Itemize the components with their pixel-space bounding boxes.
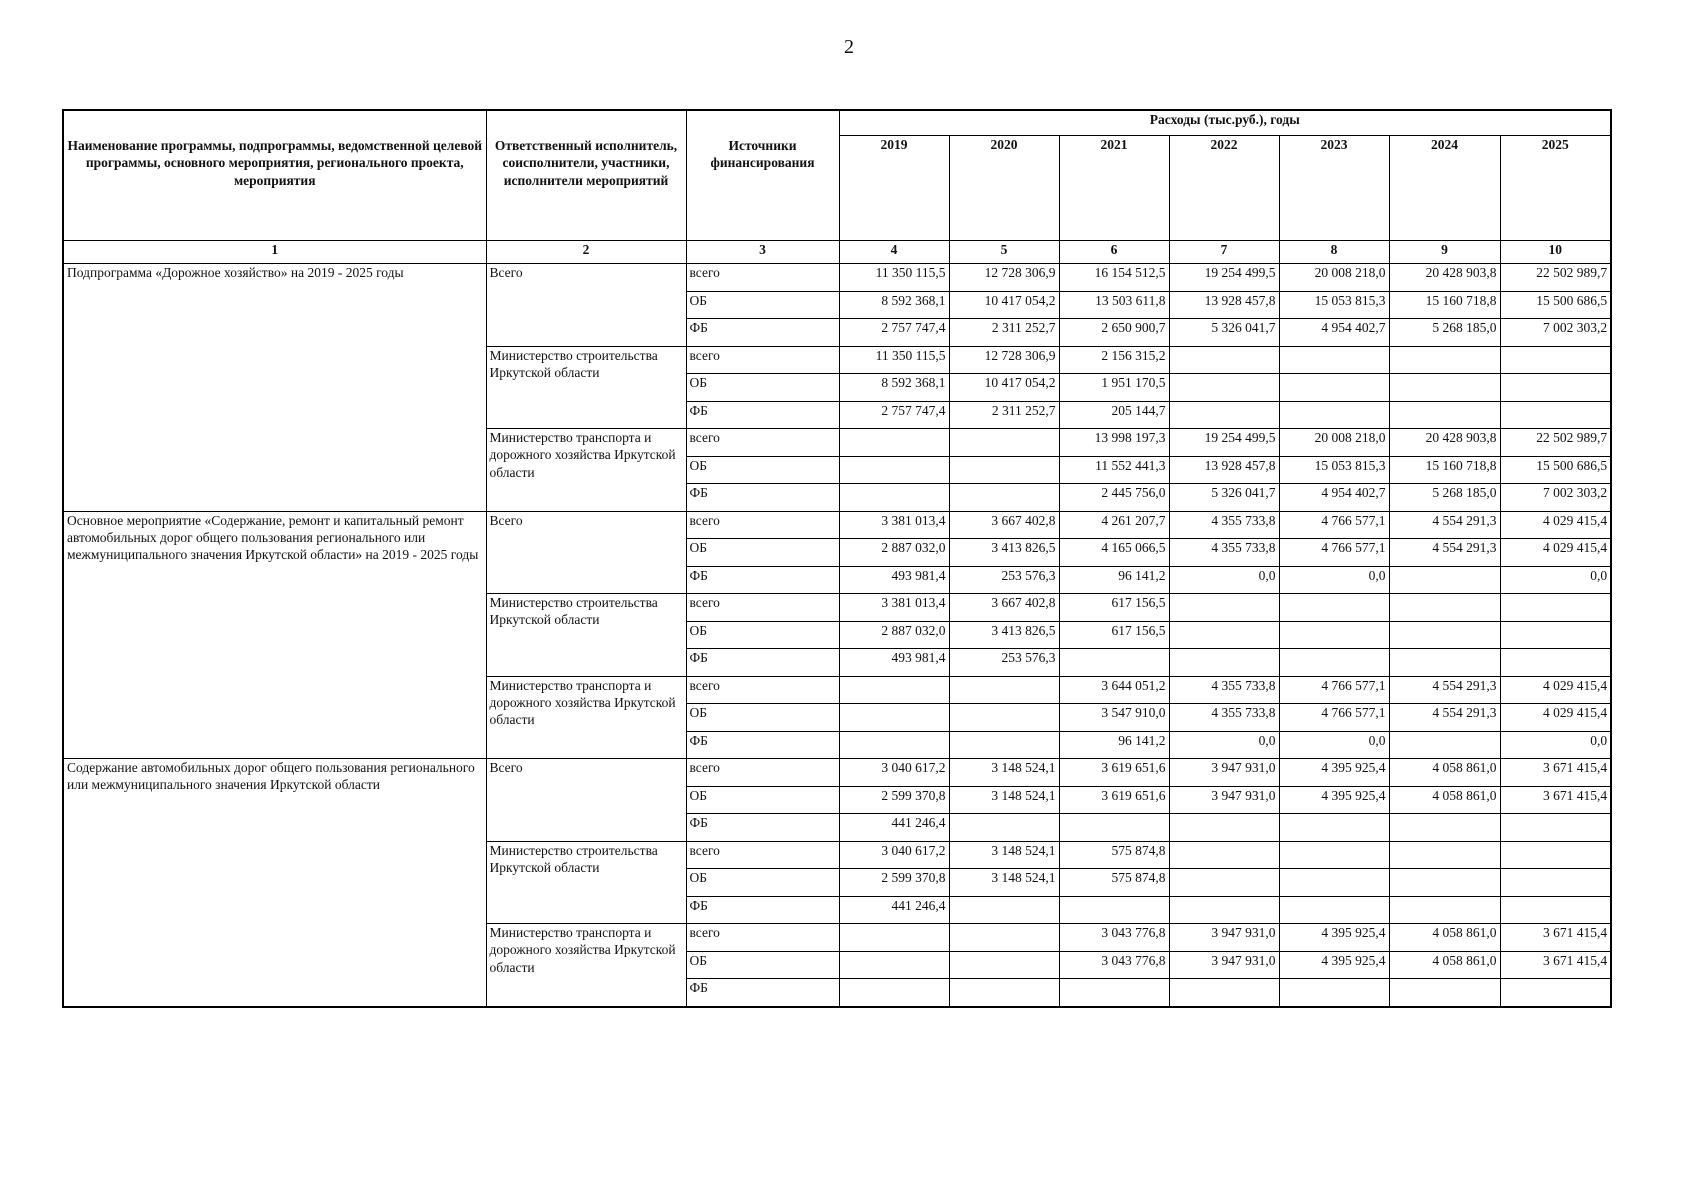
header-year: 2024 (1389, 136, 1500, 241)
value-cell (1389, 814, 1500, 842)
column-number: 7 (1169, 241, 1279, 264)
value-cell (839, 979, 949, 1007)
value-cell: 3 381 013,4 (839, 511, 949, 539)
value-cell: 4 058 861,0 (1389, 924, 1500, 952)
program-name-cell: Содержание автомобильных дорог общего пользования регионального или межмуниципального значения Иркутской области (63, 759, 486, 1007)
value-cell: 4 554 291,3 (1389, 511, 1500, 539)
executor-cell: Всего (486, 264, 686, 347)
executor-cell: Министерство транспорта и дорожного хозяйства Иркутской области (486, 924, 686, 1007)
value-cell (1500, 374, 1611, 402)
source-cell: ФБ (686, 979, 839, 1007)
value-cell (839, 924, 949, 952)
value-cell (1169, 814, 1279, 842)
value-cell: 15 500 686,5 (1500, 291, 1611, 319)
value-cell (1279, 814, 1389, 842)
value-cell (1389, 401, 1500, 429)
value-cell: 4 355 733,8 (1169, 704, 1279, 732)
value-cell: 7 002 303,2 (1500, 484, 1611, 512)
value-cell (1389, 621, 1500, 649)
source-cell: ФБ (686, 484, 839, 512)
value-cell: 3 413 826,5 (949, 539, 1059, 567)
source-cell: всего (686, 924, 839, 952)
column-number: 1 (63, 241, 486, 264)
table-row (63, 264, 1611, 292)
value-cell (1389, 649, 1500, 677)
value-cell (1169, 401, 1279, 429)
value-cell: 7 002 303,2 (1500, 319, 1611, 347)
value-cell: 253 576,3 (949, 649, 1059, 677)
value-cell: 1 951 170,5 (1059, 374, 1169, 402)
value-cell: 4 766 577,1 (1279, 511, 1389, 539)
value-cell: 3 671 415,4 (1500, 924, 1611, 952)
value-cell (1169, 896, 1279, 924)
value-cell: 19 254 499,5 (1169, 429, 1279, 457)
value-cell: 4 554 291,3 (1389, 704, 1500, 732)
source-cell: ОБ (686, 291, 839, 319)
value-cell (1169, 841, 1279, 869)
header-expenses: Расходы (тыс.руб.), годы (839, 110, 1611, 136)
value-cell: 2 311 252,7 (949, 401, 1059, 429)
source-cell: ОБ (686, 704, 839, 732)
source-cell: всего (686, 346, 839, 374)
value-cell (1279, 346, 1389, 374)
value-cell: 3 619 651,6 (1059, 759, 1169, 787)
table-row (63, 759, 1611, 787)
budget-table (62, 109, 1612, 1008)
value-cell (1279, 841, 1389, 869)
header-name: Наименование программы, подпрограммы, ведомственной целевой программы, основного мероприятия, регионального проекта, мероприятия (63, 110, 486, 241)
header-year: 2023 (1279, 136, 1389, 241)
value-cell: 12 728 306,9 (949, 264, 1059, 292)
value-cell: 15 500 686,5 (1500, 456, 1611, 484)
value-cell: 3 381 013,4 (839, 594, 949, 622)
value-cell: 22 502 989,7 (1500, 429, 1611, 457)
executor-cell: Всего (486, 759, 686, 842)
value-cell: 4 058 861,0 (1389, 951, 1500, 979)
source-cell: ФБ (686, 896, 839, 924)
value-cell (1279, 374, 1389, 402)
value-cell: 4 395 925,4 (1279, 951, 1389, 979)
column-number: 4 (839, 241, 949, 264)
value-cell (1169, 649, 1279, 677)
value-cell (839, 456, 949, 484)
value-cell: 3 947 931,0 (1169, 924, 1279, 952)
value-cell: 2 887 032,0 (839, 621, 949, 649)
value-cell (1500, 979, 1611, 1007)
value-cell: 13 998 197,3 (1059, 429, 1169, 457)
source-cell: всего (686, 676, 839, 704)
value-cell: 4 029 415,4 (1500, 539, 1611, 567)
value-cell: 3 148 524,1 (949, 786, 1059, 814)
value-cell: 3 619 651,6 (1059, 786, 1169, 814)
value-cell: 4 058 861,0 (1389, 786, 1500, 814)
column-number: 2 (486, 241, 686, 264)
value-cell (1500, 841, 1611, 869)
source-cell: ФБ (686, 814, 839, 842)
value-cell: 16 154 512,5 (1059, 264, 1169, 292)
value-cell: 15 053 815,3 (1279, 291, 1389, 319)
value-cell: 4 355 733,8 (1169, 511, 1279, 539)
value-cell: 2 311 252,7 (949, 319, 1059, 347)
value-cell: 2 599 370,8 (839, 869, 949, 897)
value-cell: 4 395 925,4 (1279, 759, 1389, 787)
header-year: 2021 (1059, 136, 1169, 241)
column-number: 10 (1500, 241, 1611, 264)
value-cell: 0,0 (1169, 731, 1279, 759)
value-cell: 3 947 931,0 (1169, 759, 1279, 787)
header-year: 2019 (839, 136, 949, 241)
value-cell: 11 552 441,3 (1059, 456, 1169, 484)
value-cell: 15 053 815,3 (1279, 456, 1389, 484)
executor-cell: Министерство строительства Иркутской области (486, 346, 686, 429)
value-cell: 4 029 415,4 (1500, 676, 1611, 704)
value-cell (1169, 979, 1279, 1007)
value-cell (839, 484, 949, 512)
value-cell (949, 731, 1059, 759)
value-cell: 2 156 315,2 (1059, 346, 1169, 374)
value-cell: 575 874,8 (1059, 869, 1169, 897)
value-cell: 3 148 524,1 (949, 869, 1059, 897)
value-cell: 3 671 415,4 (1500, 951, 1611, 979)
value-cell: 205 144,7 (1059, 401, 1169, 429)
value-cell: 4 954 402,7 (1279, 319, 1389, 347)
value-cell (1059, 649, 1169, 677)
value-cell (949, 429, 1059, 457)
source-cell: всего (686, 594, 839, 622)
value-cell (1500, 346, 1611, 374)
value-cell (1389, 731, 1500, 759)
value-cell (949, 924, 1059, 952)
value-cell: 3 671 415,4 (1500, 786, 1611, 814)
value-cell (949, 951, 1059, 979)
value-cell: 20 428 903,8 (1389, 429, 1500, 457)
value-cell: 3 043 776,8 (1059, 924, 1169, 952)
value-cell (1389, 979, 1500, 1007)
value-cell: 13 928 457,8 (1169, 291, 1279, 319)
value-cell: 3 413 826,5 (949, 621, 1059, 649)
value-cell: 22 502 989,7 (1500, 264, 1611, 292)
executor-cell: Министерство транспорта и дорожного хозяйства Иркутской области (486, 429, 686, 512)
value-cell: 3 040 617,2 (839, 841, 949, 869)
value-cell: 4 355 733,8 (1169, 676, 1279, 704)
source-cell: всего (686, 264, 839, 292)
executor-cell: Министерство транспорта и дорожного хозяйства Иркутской области (486, 676, 686, 759)
value-cell: 11 350 115,5 (839, 264, 949, 292)
source-cell: ФБ (686, 319, 839, 347)
value-cell: 2 757 747,4 (839, 319, 949, 347)
source-cell: всего (686, 429, 839, 457)
value-cell: 5 268 185,0 (1389, 319, 1500, 347)
value-cell (839, 731, 949, 759)
value-cell (1169, 621, 1279, 649)
value-cell (949, 484, 1059, 512)
value-cell: 4 954 402,7 (1279, 484, 1389, 512)
value-cell (1169, 346, 1279, 374)
value-cell (949, 814, 1059, 842)
table-row (63, 511, 1611, 539)
value-cell: 4 766 577,1 (1279, 704, 1389, 732)
value-cell: 4 029 415,4 (1500, 704, 1611, 732)
value-cell: 12 728 306,9 (949, 346, 1059, 374)
value-cell: 3 043 776,8 (1059, 951, 1169, 979)
value-cell: 20 428 903,8 (1389, 264, 1500, 292)
program-name-cell: Основное мероприятие «Содержание, ремонт и капитальный ремонт автомобильных дорог общего пользования регионального или межмуниципального значения Иркутской области» на 2019 - 2025 годы (63, 511, 486, 759)
value-cell (949, 979, 1059, 1007)
value-cell: 5 326 041,7 (1169, 484, 1279, 512)
value-cell: 13 928 457,8 (1169, 456, 1279, 484)
value-cell: 3 947 931,0 (1169, 951, 1279, 979)
header-source: Источники финансирования (686, 110, 839, 241)
source-cell: ОБ (686, 621, 839, 649)
value-cell: 20 008 218,0 (1279, 429, 1389, 457)
column-numbers-row (63, 241, 1611, 264)
value-cell: 15 160 718,8 (1389, 456, 1500, 484)
executor-cell: Министерство строительства Иркутской области (486, 841, 686, 924)
value-cell: 4 165 066,5 (1059, 539, 1169, 567)
source-cell: ОБ (686, 786, 839, 814)
source-cell: ФБ (686, 731, 839, 759)
table-body (63, 264, 1611, 1007)
value-cell (1279, 896, 1389, 924)
value-cell (1279, 401, 1389, 429)
value-cell (1500, 896, 1611, 924)
value-cell: 2 757 747,4 (839, 401, 949, 429)
value-cell (1169, 374, 1279, 402)
source-cell: ФБ (686, 566, 839, 594)
value-cell: 10 417 054,2 (949, 374, 1059, 402)
value-cell: 10 417 054,2 (949, 291, 1059, 319)
value-cell: 3 947 931,0 (1169, 786, 1279, 814)
value-cell: 4 554 291,3 (1389, 676, 1500, 704)
value-cell (1500, 621, 1611, 649)
value-cell (949, 704, 1059, 732)
value-cell (949, 676, 1059, 704)
value-cell (1389, 594, 1500, 622)
header-year: 2020 (949, 136, 1059, 241)
value-cell: 0,0 (1169, 566, 1279, 594)
value-cell: 15 160 718,8 (1389, 291, 1500, 319)
value-cell: 493 981,4 (839, 649, 949, 677)
value-cell: 4 395 925,4 (1279, 924, 1389, 952)
value-cell (1389, 869, 1500, 897)
source-cell: всего (686, 511, 839, 539)
value-cell: 3 667 402,8 (949, 594, 1059, 622)
value-cell: 0,0 (1500, 566, 1611, 594)
value-cell (1389, 896, 1500, 924)
value-cell (1279, 869, 1389, 897)
source-cell: ОБ (686, 456, 839, 484)
value-cell (1389, 841, 1500, 869)
value-cell: 4 029 415,4 (1500, 511, 1611, 539)
value-cell (949, 456, 1059, 484)
column-number: 3 (686, 241, 839, 264)
value-cell (1500, 649, 1611, 677)
source-cell: ОБ (686, 951, 839, 979)
value-cell (839, 429, 949, 457)
value-cell (949, 896, 1059, 924)
value-cell: 3 667 402,8 (949, 511, 1059, 539)
value-cell (1169, 869, 1279, 897)
value-cell: 3 148 524,1 (949, 759, 1059, 787)
value-cell: 20 008 218,0 (1279, 264, 1389, 292)
value-cell (1389, 374, 1500, 402)
value-cell: 617 156,5 (1059, 621, 1169, 649)
value-cell: 0,0 (1500, 731, 1611, 759)
source-cell: всего (686, 759, 839, 787)
value-cell: 96 141,2 (1059, 731, 1169, 759)
value-cell (1279, 649, 1389, 677)
page-number: 2 (844, 36, 854, 58)
value-cell (1059, 896, 1169, 924)
value-cell (1059, 979, 1169, 1007)
header-executor: Ответственный исполнитель, соисполнители, участники, исполнители мероприятий (486, 110, 686, 241)
column-number: 8 (1279, 241, 1389, 264)
source-cell: ФБ (686, 649, 839, 677)
column-number: 9 (1389, 241, 1500, 264)
header-year: 2022 (1169, 136, 1279, 241)
value-cell: 2 599 370,8 (839, 786, 949, 814)
value-cell: 575 874,8 (1059, 841, 1169, 869)
value-cell: 4 355 733,8 (1169, 539, 1279, 567)
value-cell: 3 547 910,0 (1059, 704, 1169, 732)
value-cell: 0,0 (1279, 566, 1389, 594)
value-cell: 4 766 577,1 (1279, 676, 1389, 704)
source-cell: ОБ (686, 539, 839, 567)
source-cell: ОБ (686, 869, 839, 897)
value-cell: 0,0 (1279, 731, 1389, 759)
value-cell: 96 141,2 (1059, 566, 1169, 594)
value-cell: 253 576,3 (949, 566, 1059, 594)
value-cell (1279, 621, 1389, 649)
executor-cell: Министерство строительства Иркутской области (486, 594, 686, 677)
value-cell: 2 650 900,7 (1059, 319, 1169, 347)
value-cell (839, 676, 949, 704)
value-cell (1279, 979, 1389, 1007)
column-number: 5 (949, 241, 1059, 264)
value-cell: 4 261 207,7 (1059, 511, 1169, 539)
value-cell: 441 246,4 (839, 814, 949, 842)
value-cell: 8 592 368,1 (839, 374, 949, 402)
value-cell: 441 246,4 (839, 896, 949, 924)
value-cell: 4 395 925,4 (1279, 786, 1389, 814)
value-cell: 493 981,4 (839, 566, 949, 594)
table-header (63, 110, 1611, 264)
value-cell (1059, 814, 1169, 842)
header-year: 2025 (1500, 136, 1611, 241)
source-cell: ОБ (686, 374, 839, 402)
executor-cell: Всего (486, 511, 686, 594)
value-cell: 5 268 185,0 (1389, 484, 1500, 512)
value-cell (839, 704, 949, 732)
value-cell: 19 254 499,5 (1169, 264, 1279, 292)
value-cell: 617 156,5 (1059, 594, 1169, 622)
value-cell (1389, 346, 1500, 374)
value-cell: 3 644 051,2 (1059, 676, 1169, 704)
value-cell: 3 671 415,4 (1500, 759, 1611, 787)
value-cell (1500, 869, 1611, 897)
value-cell: 4 766 577,1 (1279, 539, 1389, 567)
value-cell: 4 554 291,3 (1389, 539, 1500, 567)
column-number: 6 (1059, 241, 1169, 264)
value-cell: 3 040 617,2 (839, 759, 949, 787)
value-cell: 2 887 032,0 (839, 539, 949, 567)
program-name-cell: Подпрограмма «Дорожное хозяйство» на 2019 - 2025 годы (63, 264, 486, 512)
value-cell (1169, 594, 1279, 622)
value-cell (1389, 566, 1500, 594)
value-cell: 11 350 115,5 (839, 346, 949, 374)
source-cell: ФБ (686, 401, 839, 429)
value-cell (1279, 594, 1389, 622)
value-cell: 5 326 041,7 (1169, 319, 1279, 347)
value-cell (1500, 401, 1611, 429)
value-cell: 4 058 861,0 (1389, 759, 1500, 787)
value-cell: 3 148 524,1 (949, 841, 1059, 869)
source-cell: всего (686, 841, 839, 869)
value-cell: 13 503 611,8 (1059, 291, 1169, 319)
value-cell: 8 592 368,1 (839, 291, 949, 319)
value-cell (1500, 594, 1611, 622)
value-cell (1500, 814, 1611, 842)
value-cell: 2 445 756,0 (1059, 484, 1169, 512)
value-cell (839, 951, 949, 979)
